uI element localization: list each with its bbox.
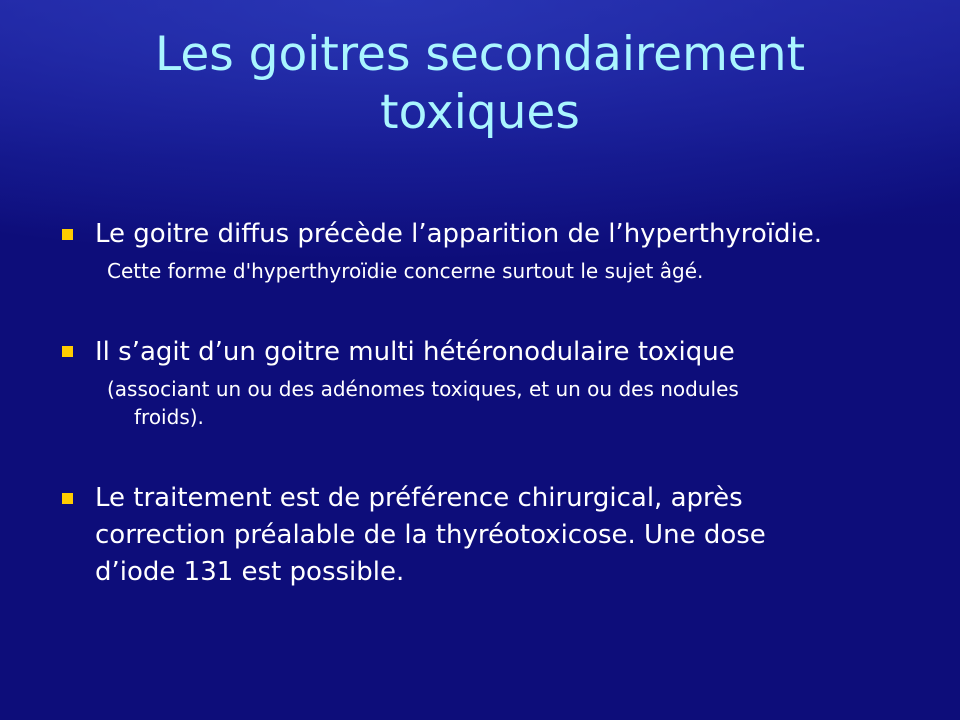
title-line-2: toxiques: [380, 85, 580, 140]
bullet-square-icon: [62, 229, 73, 240]
bullet-square-icon: [62, 493, 73, 504]
bullet-square-icon: [62, 346, 73, 357]
bullet-1-text: Le goitre diffus précède l’apparition de l’hyperthyroïdie.: [95, 219, 823, 249]
slide-title: [60, 26, 900, 142]
bullet-3-text-line-3: d’iode 131 est possible.: [95, 557, 405, 587]
bullet-3-text-line-1: Le traitement est de préférence chirurgical, après: [95, 483, 743, 513]
bullet-3-text-line-2: correction préalable de la thyréotoxicose. Une dose: [95, 520, 766, 550]
bullet-2-subtext-line-2: froids).: [134, 405, 204, 429]
bullet-2-text: Il s’agit d’un goitre multi hétéronodulaire toxique: [95, 337, 735, 367]
bullet-1-subtext: Cette forme d'hyperthyroïdie concerne surtout le sujet âgé.: [107, 259, 704, 283]
bullet-2-subtext-line-1: (associant un ou des adénomes toxiques, et un ou des nodules: [107, 377, 739, 401]
title-line-1: Les goitres secondairement: [154, 27, 805, 82]
